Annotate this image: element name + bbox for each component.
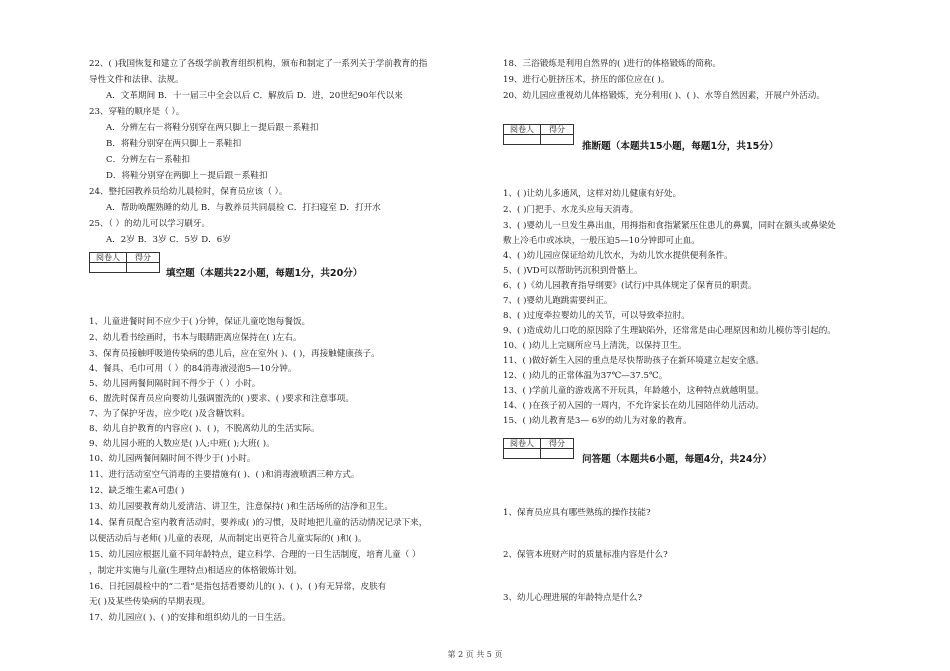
score-box-judge: [503, 124, 574, 145]
fill-item: 12、缺乏维生素A可患( ): [89, 486, 185, 496]
judge-item: 6、( )《幼儿园教育指导纲要》(试行)中具体规定了保育员的职责。: [503, 281, 757, 291]
reviewer-label: 阅卷人: [504, 439, 541, 449]
score-cell: [541, 449, 574, 459]
fill-item: 1、儿童进餐时间不应少于( )分钟，保证儿童吃饱每餐饭。: [89, 317, 311, 327]
fill-item: 20、幼儿园应重视幼儿体格锻炼，充分利用( )、( )、水等自然因素，开展户外活动。: [503, 91, 825, 101]
fill-item: 以便活动后与老师( )儿童的表现，从而制定出更符合儿童实际的( )和( )。: [89, 534, 367, 544]
judge-item: 12、( )幼儿的正常体温为37℃—37.5℃。: [503, 371, 668, 381]
fill-item: 11、进行活动室空气消毒的主要措施有( )、( )和消毒液喷洒三种方式。: [89, 470, 360, 480]
fill-item: 16、日托园晨检中的“二看”是指包括看婴幼儿的( )、( )、( )有无异常，皮肤有: [89, 582, 387, 592]
judge-item: 13、( )学前儿童的游戏离不开玩具，年龄越小，这种特点就越明显。: [503, 386, 764, 396]
question-25-options: A．2岁 B．3岁 C．5岁 D．6岁: [106, 235, 231, 245]
question-23-option-c: C．分辨左右－系鞋扣: [106, 155, 190, 165]
reviewer-label: 阅卷人: [90, 253, 127, 263]
section-title-qa: 问答题（本题共6小题，每题4分，共24分）: [582, 454, 772, 465]
score-label: 得分: [541, 125, 574, 135]
fill-item: 6、盥洗时保育员应向婴幼儿强调盥洗的( )要求、( )要求和注意事项。: [89, 394, 354, 404]
judge-item: 1、( )让幼儿多通风，这样对幼儿健康有好处。: [503, 189, 682, 199]
fill-item: 15、幼儿园应根据儿童不同年龄特点，建立科学、合理的一日生活制度，培育儿童（ ）: [89, 550, 421, 560]
judge-item: 9、( )造成幼儿口吃的原因除了生理缺陷外，还常常是由心理原因和幼儿模仿等引起的。: [503, 326, 836, 336]
reviewer-cell: [90, 263, 127, 273]
judge-item: 2、( )门把手、水龙头应每天消毒。: [503, 205, 639, 215]
fill-item: 7、为了保护牙齿，应少吃( )及含糖饮料。: [89, 409, 250, 419]
reviewer-cell: [504, 449, 541, 459]
fill-item: 13、幼儿园要教育幼儿爱清洁、讲卫生，注意保持( )和生活场所的洁净和卫生。: [89, 502, 393, 512]
fill-item: ，制定并实施与儿童(生理特点)相适应的体格锻炼计划。: [89, 566, 302, 576]
fill-item: 3、保育员接触呼吸道传染病的患儿后，应在室外( )、( )，再接触健康孩子。: [89, 349, 380, 359]
question-23-option-d: D．将鞋分别穿在两脚上－提后跟－系鞋扣: [106, 171, 268, 181]
judge-item: 7、( )婴幼儿跑跳需要纠正。: [503, 296, 613, 306]
judge-item: 3、( )婴幼儿一旦发生鼻出血，用拇指和食指紧紧压住患儿的鼻翼，同时在额头或鼻梁处: [503, 221, 836, 231]
question-24-stem: 24、整托园教养员给幼儿晨检时，保育员应该（ ）。: [89, 187, 288, 197]
score-cell: [541, 135, 574, 145]
fill-item: 8、幼儿自护教育的内容应( )、( )，不脱离幼儿的生活实际。: [89, 424, 320, 434]
section-title-fill-blank: 填空题（本题共22小题，每题1分，共20分）: [166, 268, 363, 279]
fill-item: 14、保育员配合室内教育活动时，要养成( )的习惯，及时地把儿童的活动情况记录下来，: [89, 518, 428, 528]
question-22-line-2: 导性文件和法律、法规。: [89, 75, 184, 85]
judge-item: 4、( )幼儿园应保证给幼儿饮水，为幼儿饮水提供便利条件。: [503, 251, 733, 261]
judge-item: 10、( )幼儿上完厕所应马上清洗，以保持卫生。: [503, 341, 687, 351]
judge-item: 8、( )过度牵拉婴幼儿的关节，可以导致牵拉肘。: [503, 311, 690, 321]
fill-item: 19、进行心脏挤压术，挤压的部位应在( )。: [503, 75, 670, 85]
question-23-option-a: A．分辨左右－将鞋分别穿在两只脚上－提后跟－系鞋扣: [106, 123, 319, 133]
fill-item: 4、餐具、毛巾可用（ ）的84消毒液浸泡5—10分钟。: [89, 364, 297, 374]
score-box-fill: [89, 252, 160, 273]
score-label: 得分: [541, 439, 574, 449]
question-23-stem: 23、穿鞋的顺序是（ ）。: [89, 107, 185, 117]
fill-item: 5、幼儿园两餐间隔时间不得少于（ ）小时。: [89, 379, 261, 389]
judge-item: 15、( )幼儿教育是3— 6岁的幼儿为对象的教育。: [503, 416, 692, 426]
section-title-judge: 推断题（本题共15小题，每题1分，共15分）: [582, 141, 779, 152]
score-label: 得分: [127, 253, 160, 263]
question-24-options: A．帮助唤醒熟睡的幼儿 B．与教养员共同晨检 C．打扫寝室 D．打开水: [106, 203, 381, 213]
qa-item: 1、保育员应具有哪些熟练的操作技能?: [503, 508, 651, 518]
score-box-qa: [503, 438, 574, 459]
fill-item: 9、幼儿园小班的人数应是( )人;中班( );大班( )。: [89, 439, 275, 449]
fill-item: 无( )及某些传染病的早期表现。: [89, 597, 211, 607]
fill-item: 10、幼儿园两餐间隔时间不得少于( )小时。: [89, 454, 256, 464]
fill-item: 2、幼儿看书绘画时，书本与眼睛距离应保持在( )左右。: [89, 333, 302, 343]
reviewer-label: 阅卷人: [504, 125, 541, 135]
score-cell: [127, 263, 160, 273]
judge-item: 5、( )VD可以帮助钙沉积到骨骼上。: [503, 266, 643, 276]
judge-item: 敷上冷毛巾或冰块，一般压迫5—10分钟即可止血。: [503, 236, 700, 246]
qa-item: 2、保管本班财产时的质量标准内容是什么?: [503, 550, 668, 560]
qa-item: 3、幼儿心理进展的年龄特点是什么?: [503, 593, 642, 603]
fill-item: 18、三浴锻炼是利用自然界的( )进行的体格锻炼的简称。: [503, 59, 722, 69]
reviewer-cell: [504, 135, 541, 145]
page-footer: 第 2 页 共 5 页: [447, 650, 503, 659]
judge-item: 11、( )做好新生入园的重点是尽快帮助孩子在新环境建立起安全感。: [503, 356, 764, 366]
fill-item: 17、幼儿园应( )、( )的安排和组织幼儿的一日生活。: [89, 613, 291, 623]
question-23-option-b: B．将鞋分别穿在两只脚上－系鞋扣: [106, 139, 242, 149]
judge-item: 14、( )在孩子初入园的一周内，不允许家长在幼儿园陪伴幼儿活动。: [503, 401, 764, 411]
question-25-stem: 25、（ ）的幼儿可以学习刷牙。: [89, 219, 211, 229]
question-22-line-1: 22、( )我国恢复和建立了各级学前教育组织机构，颁布和制定了一系列关于学前教育的指: [89, 59, 428, 69]
question-22-options: A．文革期间 B．十一届三中全会以后 C．解放后 D．进，20世纪90年代以来: [106, 91, 403, 101]
